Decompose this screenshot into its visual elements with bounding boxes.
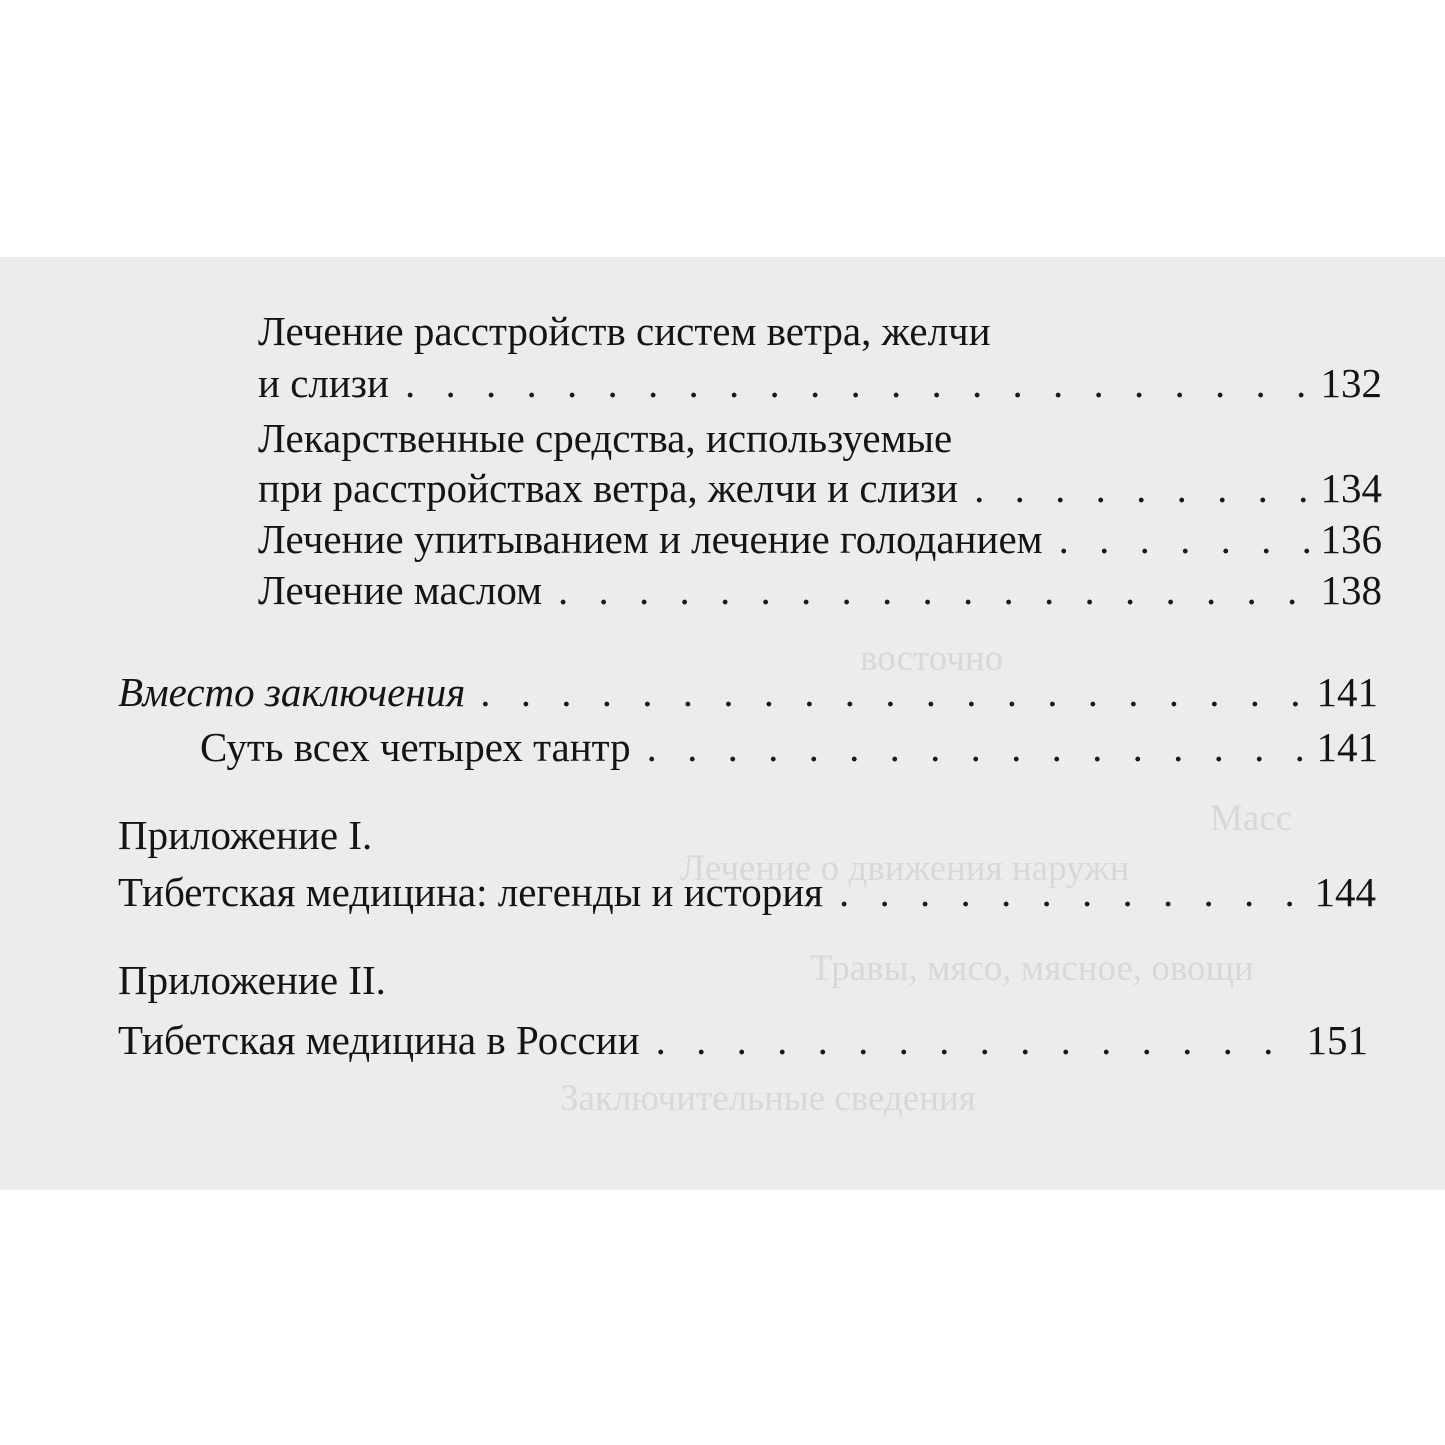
dot-leader — [823, 869, 1308, 915]
bleed-through-texture: Масс — [1210, 798, 1293, 839]
dot-leader — [640, 1017, 1301, 1063]
toc-entry — [200, 724, 1378, 770]
toc-entry-text: Лечение маслом — [258, 567, 543, 613]
dot-leader — [631, 724, 1311, 770]
page-number: 141 — [1316, 724, 1378, 770]
bleed-through-texture: Заключительные сведения — [560, 1078, 976, 1119]
dot-leader — [465, 669, 1310, 715]
bleed-through-texture: восточно — [860, 638, 1004, 679]
toc-entry-text: Лекарственные средства, используемые — [258, 415, 953, 461]
toc-entry — [258, 567, 1382, 613]
toc-section-title: Вместо заключения — [118, 669, 466, 715]
dot-leader — [1043, 516, 1315, 562]
scanned-page — [0, 257, 1445, 1190]
toc-entry-title — [258, 308, 991, 354]
page-number: 132 — [1320, 360, 1382, 406]
toc-section — [118, 669, 1378, 715]
toc-entry-text: при расстройствах ветра, желчи и слизи — [258, 465, 959, 511]
toc-entry-last-line — [118, 869, 1376, 915]
toc-appendix-heading — [118, 957, 386, 1003]
toc-entry-text: Лечение расстройств систем ветра, желчи — [258, 308, 991, 354]
page-number: 144 — [1314, 869, 1376, 915]
toc-entry-text: Приложение II. — [118, 957, 386, 1003]
toc-entry-text: Суть всех четырех тантр — [200, 724, 631, 770]
page-number: 141 — [1316, 669, 1378, 715]
dot-leader — [958, 465, 1314, 511]
toc-entry-last-line — [258, 465, 1382, 511]
table-of-contents — [0, 257, 1445, 1190]
dot-leader — [389, 360, 1315, 406]
bleed-through-texture: Травы, мясо, мясное, овощи — [810, 948, 1254, 989]
page-number: 151 — [1306, 1017, 1368, 1063]
toc-entry-text: Тибетская медицина: легенды и история — [118, 869, 824, 915]
page-number: 134 — [1320, 465, 1382, 511]
toc-entry-text: и слизи — [258, 360, 389, 406]
toc-entry-text: Лечение упитыванием и лечение голоданием — [258, 516, 1043, 562]
dot-leader — [542, 567, 1314, 613]
page-number: 138 — [1320, 567, 1382, 613]
page-number: 136 — [1320, 516, 1382, 562]
toc-entry-text: Приложение I. — [118, 812, 373, 858]
toc-entry-last-line — [118, 1017, 1368, 1063]
toc-appendix-heading — [118, 812, 372, 858]
toc-entry-text: Тибетская медицина в России — [118, 1017, 640, 1063]
toc-entry — [258, 516, 1382, 562]
bleed-through-texture: Лечение о движения наружн — [680, 848, 1130, 889]
toc-entry-last-line — [258, 360, 1382, 406]
toc-entry-title — [258, 415, 952, 461]
